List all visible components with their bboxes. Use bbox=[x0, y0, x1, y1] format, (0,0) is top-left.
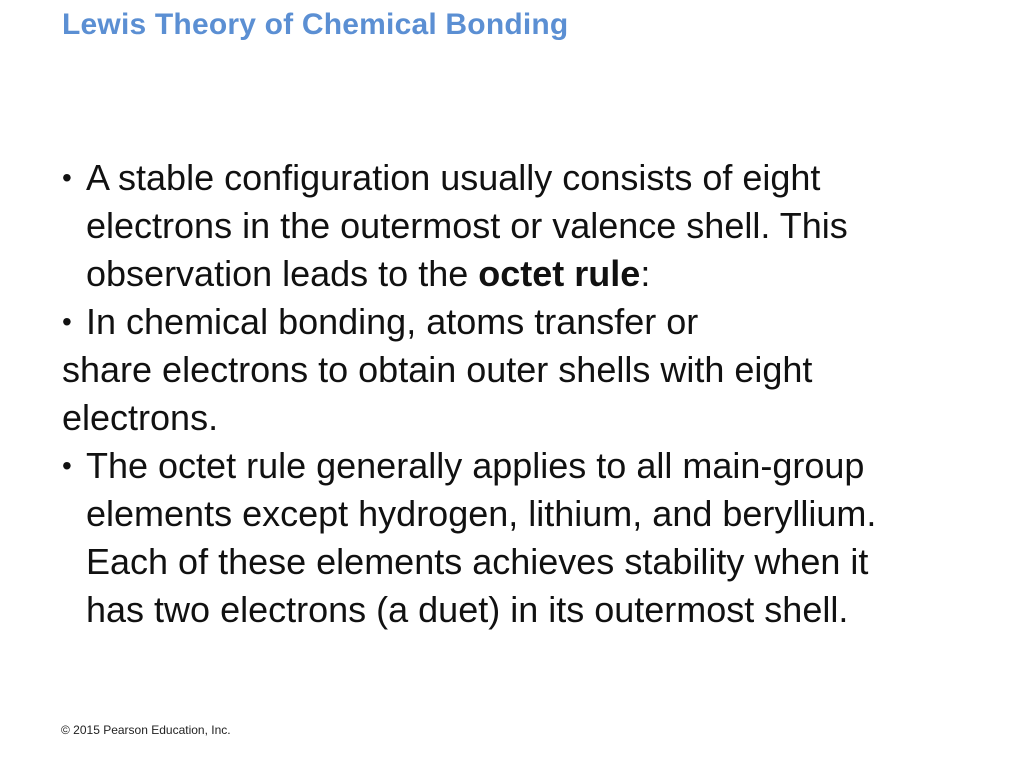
bullet-line: share electrons to obtain outer shells with eight bbox=[62, 349, 813, 390]
bullet-line: In chemical bonding, atoms transfer or bbox=[86, 301, 699, 342]
bullet-text bbox=[86, 154, 982, 298]
slide-title: Lewis Theory of Chemical Bonding bbox=[62, 8, 569, 41]
bullet-line: has two electrons (a duet) in its outermost shell. bbox=[86, 589, 849, 630]
bullet-marker: • bbox=[62, 306, 72, 337]
bullet-line-prefix: observation leads to the bbox=[86, 253, 479, 294]
bullet-line bbox=[86, 250, 982, 298]
bullet-item bbox=[62, 298, 982, 442]
bullet-line: A stable configuration usually consists of eight bbox=[86, 157, 821, 198]
bullet-marker: • bbox=[62, 450, 72, 481]
bullet-line: The octet rule generally applies to all main-group bbox=[86, 445, 865, 486]
slide-body bbox=[62, 154, 982, 634]
bullet-line: Each of these elements achieves stability when it bbox=[86, 541, 869, 582]
bullet-line: elements except hydrogen, lithium, and beryllium. bbox=[86, 493, 877, 534]
octet-rule-term: octet rule bbox=[478, 253, 641, 294]
bullet-line-suffix: : bbox=[640, 253, 651, 294]
bullet-item bbox=[62, 442, 982, 634]
bullet-item bbox=[62, 154, 982, 298]
bullet-marker: • bbox=[62, 162, 72, 193]
bullet-text bbox=[62, 298, 982, 442]
bullet-text bbox=[86, 442, 982, 634]
bullet-line: electrons in the outermost or valence shell. This bbox=[86, 205, 848, 246]
copyright-footer: © 2015 Pearson Education, Inc. bbox=[61, 723, 231, 737]
bullet-line: electrons. bbox=[62, 397, 219, 438]
